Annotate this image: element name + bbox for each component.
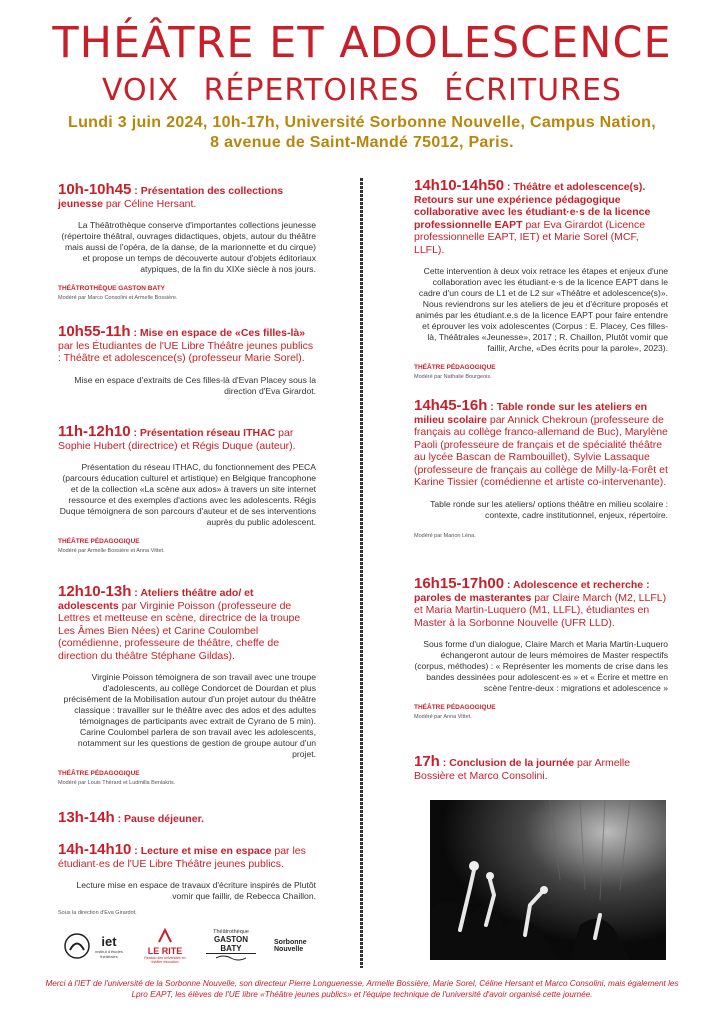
session-speakers: par Claire March (M2, LLFL) et Maria Martin-Luquero (M1, LLFL), étudiantes en Master à la Sorbonne Nouvelle (UFR LLD). bbox=[414, 591, 667, 629]
session-block bbox=[414, 575, 668, 756]
session-block bbox=[58, 583, 316, 812]
iet-logo bbox=[64, 933, 124, 959]
session-block bbox=[414, 397, 668, 578]
baty-wave-icon bbox=[216, 954, 246, 962]
session-title: : Ateliers théâtre ado/ et adolescents bbox=[58, 587, 254, 612]
partner-logos bbox=[64, 928, 314, 964]
acknowledgements: Merci à l'IET de l'université de la Sorbonne Nouvelle, son directeur Pierre Longuenesse, Armelle Bossière, Marie Sorel, Céline Hersant et Marco Consolini, mais également les Lpro EAPT, les élèves de l'UE libre «Théâtre jeunes publics» et l'équipe technique de l'université d'avoir organisé cette journée. bbox=[45, 979, 679, 999]
right-column bbox=[414, 177, 668, 796]
iet-logo-sub: institut d'études théâtrales bbox=[95, 948, 123, 959]
session-description: Table ronde sur les ateliers/ options théâtre en milieu scolaire : contexte, cadre institutionnel, enjeux, répertoire. bbox=[430, 498, 668, 520]
session-title: : Adolescence et recherche : paroles de masterantes bbox=[414, 579, 650, 604]
session-title: : Mise en espace de «Ces filles-là» bbox=[130, 327, 306, 339]
session-speakers: par Céline Hersant. bbox=[102, 197, 197, 210]
iet-logo-text: iet bbox=[101, 933, 117, 949]
session-description: Mise en espace d'extraits de Ces filles-là d'Evan Placey sous la direction d'Eva Girardot. bbox=[74, 374, 316, 396]
session-time: 14h10-14h50 bbox=[414, 177, 505, 194]
iet-mark-icon bbox=[64, 933, 90, 959]
session-moderator: Modéré par Marco Consolini et Armelle Bossière. bbox=[58, 295, 178, 301]
session-moderator: Modéré par Anna Vittet. bbox=[414, 714, 472, 720]
stage-photo bbox=[430, 800, 666, 960]
event-info-line-2: 8 avenue de Saint-Mandé 75012, Paris. bbox=[210, 134, 514, 151]
session-title: : Table ronde sur les ateliers en milieu scolaire bbox=[414, 401, 648, 426]
session-title: : Présentation des collections jeunesse bbox=[58, 185, 284, 210]
session-block bbox=[58, 809, 316, 844]
page-subtitle: VOIX RÉPERTOIRES ÉCRITURES bbox=[102, 73, 622, 108]
rite-mark-icon bbox=[157, 928, 173, 944]
session-block bbox=[58, 423, 316, 572]
session-title: : Conclusion de la journée bbox=[439, 757, 575, 769]
session-speakers: par Annick Chekroun (professeure de français au collège franco-allemand de Buc), Marylène Paoli (professeure de français et de spécialité théâtre au lycée Bascan de Rambouillet), Sylvie Lassaque (professeure de français au collège de Milly-la-Forêt et Karine Tissier (comédienne et artiste co-intervenante). bbox=[414, 413, 668, 488]
session-description: Cette intervention à deux voix retrace les étapes et enjeux d'une collaboration avec les étudiant·e·s de la licence EAPT dans le cadre d'un cours de L1 et de L2 sur «Théâtre et adolescence(s)». Nous reviendrons sur les ateliers de jeu et d'écriture proposés et animés par les étudiant.e.s de la licence EAPT pour faire entendre et éprouver les voix adolescentes (Corpus : E. Placey, Ces filles-là, Théâtrales «Jeunesse», 2017 ; R. Chaillon, Plutôt vomir que faillir, Arche, «Des écrits pour la parole», 2023). bbox=[415, 266, 668, 353]
session-moderator: Sous la direction d'Eva Girardot. bbox=[58, 910, 137, 916]
baty-logo-top: Théâtrothèque bbox=[213, 928, 249, 935]
stage-photo-illustration bbox=[430, 800, 666, 960]
session-description: Sous forme d'un dialogue, Claire March et Maria Martin-Luquero échangeront autour de leurs mémoires de Master respectifs (corpus, méthodes) : « Représenter les moments de crise dans les bandes dessinées pour adolescent·es » et « Écrire et mettre en scène l'entre-deux : migrations et adolescence » bbox=[414, 639, 668, 693]
session-description: Lecture mise en espace de travaux d'écriture inspirés de Plutôt vomir que faillir, de Rebecca Chaillon. bbox=[76, 880, 316, 901]
session-tag: THÉÂTRE PÉDAGOGIQUE bbox=[414, 364, 496, 371]
session-block bbox=[414, 177, 668, 400]
rite-logo bbox=[142, 928, 188, 964]
baty-logo-text: GASTON BATY bbox=[206, 935, 256, 954]
session-title: : Présentation réseau ITHAC bbox=[130, 427, 276, 439]
session-moderator: Modéré par Louis Thérard et Ludmilla Benlakris. bbox=[58, 780, 176, 786]
rite-logo-text: LE RITE bbox=[147, 946, 183, 956]
session-moderator: Modéré par Marion Léna. bbox=[414, 532, 476, 539]
session-time: 10h-10h45 bbox=[58, 181, 132, 198]
left-column bbox=[58, 181, 316, 934]
session-block bbox=[58, 841, 316, 934]
session-moderator: Modéré par Nathalie Bourgeois. bbox=[414, 374, 492, 380]
session-title: : Pause déjeuner. bbox=[114, 813, 204, 825]
session-title: : Théâtre et adolescence(s). Retours sur une expérience pédagogique collaborative avec les étudiant·e·s de la licence professionnelle EAPT bbox=[414, 181, 651, 231]
session-moderator: Modéré par Armelle Bossière et Anna Vittet. bbox=[58, 548, 165, 554]
event-info-line-1: Lundi 3 juin 2024, 10h-17h, Université Sorbonne Nouvelle, Campus Nation, bbox=[68, 114, 656, 131]
session-speakers: par Sophie Hubert (directrice) et Régis Duque (auteur). bbox=[58, 427, 296, 452]
rite-logo-sub: Réseau des universités en théâtre éducation bbox=[144, 956, 186, 964]
session-tag: THÉÂTRE PÉDAGOGIQUE bbox=[414, 704, 496, 711]
session-description: Virginie Poisson témoignera de son travail avec une troupe d'adolescents, au collège Condorcet de Dourdan et plus précisément de la Mobilisation autour d'un projet autour du théâtre classique : travailler sur le théâtre avec des ados et des adultes témoignages de participants avec extrait de Cyrano de 5 min). Carine Coulombel parlera de son travail avec les adolescents, notamment sur les questions de gestion de groupe autour d'un projet. bbox=[63, 672, 316, 759]
session-time: 10h55-11h bbox=[58, 323, 131, 340]
session-time: 14h45-16h bbox=[414, 397, 488, 414]
session-speakers: par les Étudiantes de l'UE Libre Théâtre jeunes publics : Théâtre et adolescence(s) (professeur Marie Sorel). bbox=[58, 339, 314, 364]
page-title: THÉÂTRE ET ADOLESCENCE bbox=[52, 18, 672, 68]
session-time: 11h-12h10 bbox=[58, 423, 131, 440]
session-block bbox=[414, 753, 668, 796]
session-time: 13h-14h bbox=[58, 809, 115, 826]
session-description: Présentation du réseau ITHAC, du fonctionnement des PECA (parcours éducation culturel et artistique) en Belgique francophone et de la collection «La scène aux ados» à travers un site internet ressource et des exemples d'actions avec les adolescents. Régis Duque témoignera de son parcours d'auteur et de ses interventions auprès du public adolescent. bbox=[59, 462, 316, 527]
session-title: : Lecture et mise en espace bbox=[131, 845, 272, 857]
session-time: 14h-14h10 bbox=[58, 841, 132, 858]
session-tag: THÉÂTROTHÈQUE GASTON BATY bbox=[58, 285, 166, 292]
column-divider bbox=[360, 178, 363, 968]
sorbonne-nouvelle-logo: Sorbonne Nouvelle bbox=[274, 939, 307, 953]
session-time: 16h15-17h00 bbox=[414, 575, 505, 592]
gaston-baty-logo bbox=[206, 929, 256, 964]
session-speakers: par Virginie Poisson (professeure de Lettres et metteuse en scène, directrice de la troupe Les Âmes Bien Nées) et Carine Coulombel (comédienne, professeure de théâtre, cheffe de direction du théâtre Stéphane Gildas). bbox=[58, 599, 301, 662]
session-speakers: par les étudiant·es de l'UE Libre Théâtre jeunes publics. bbox=[58, 845, 306, 870]
session-tag: THÉÂTRE PÉDAGOGIQUE bbox=[58, 770, 140, 777]
session-time: 17h bbox=[414, 753, 440, 770]
session-block bbox=[58, 323, 316, 426]
session-description: La Théâtrothèque conserve d'importantes collections jeunesse (répertoire théâtral, ouvrages didactiques, objets, autour du théâtre mais aussi de l'opéra, de la danse, de la marionnette et du cirque) et propose un temps de découverte autour d'objets éditoriaux atypiques, de la fin du XIXe siècle à nos jours. bbox=[61, 220, 316, 274]
session-speakers: par Armelle Bossière et Marco Consolini. bbox=[414, 757, 631, 782]
session-speakers: par Eva Girardot (Licence professionnelle EAPT, IET) et Marie Sorel (MCF, LLFL). bbox=[414, 218, 646, 256]
session-time: 12h10-13h bbox=[58, 583, 132, 600]
session-block bbox=[58, 181, 316, 322]
session-tag: THÉÂTRE PÉDAGOGIQUE bbox=[58, 538, 140, 545]
